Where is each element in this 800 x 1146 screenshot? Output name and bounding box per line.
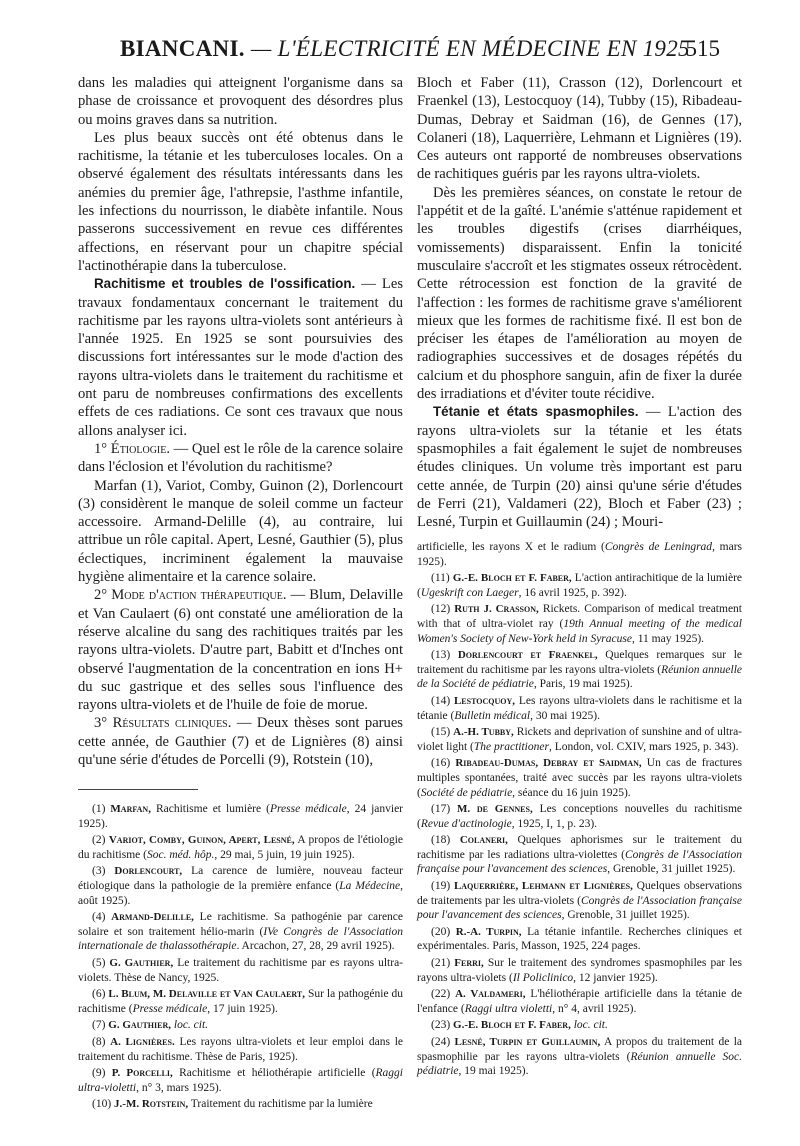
footnote-author: Ferri, bbox=[454, 957, 484, 970]
footnote-source: The practitioner bbox=[473, 740, 549, 753]
footnote-tail: , n° 4, avril 1925). bbox=[552, 1002, 637, 1015]
footnote-continuation bbox=[417, 540, 742, 569]
footnote-number: (1) bbox=[92, 803, 106, 815]
footnote-author: R.-A. Turpin, bbox=[455, 925, 522, 938]
footnote bbox=[417, 879, 742, 923]
footnote-text: La carence de lumière, nouveau facteur étiologique dans la pathologie de la première enfance ( bbox=[78, 865, 403, 892]
left-paragraph-6-text: — Blum, Delaville et Van Caulaert (6) ont constaté une amélioration de la réserve alcaline du sang des rachitiques traités par les rayons ultra-violets. D'autre part, Babitt et d'Inches ont observé l'augmentation de la concentration en ions H+ du suc gastrique et des selles sous l'influence des rayons ultra-violets et de l'huile de foie de morue. bbox=[78, 587, 403, 714]
footnote-cont-tail: , mars 1925). bbox=[417, 541, 743, 568]
footnote-author: M. de Gennes, bbox=[457, 803, 533, 816]
footnote-source: Raggi ultra violetti bbox=[464, 1002, 553, 1015]
footnote-source: 19th Annual meeting of the medical Women's Society of New-York held in Syracuse bbox=[417, 617, 742, 645]
footnote-source: Réunion annuelle de la Société de pédiatrie bbox=[417, 663, 742, 691]
footnote-text: A propos du traitement de la spasmophilie par les rayons ultra-violets ( bbox=[417, 1036, 742, 1063]
footnote bbox=[78, 1035, 403, 1064]
footnote-tail: , 29 mai, 5 juin, 19 juin 1925). bbox=[214, 848, 355, 861]
left-paragraph-1: dans les maladies qui atteignent l'organisme dans sa phase de croissance et provoquent des désordres plus ou moins graves dans sa nutrition. bbox=[78, 75, 403, 128]
footnote bbox=[417, 571, 742, 600]
footnote-text: Les rayons ultra-violets et leur emploi dans le traitement du rachitisme. Thèse de Paris, 1925). bbox=[78, 1035, 403, 1063]
footnote-author: Variot, Comby, Guinon, Apert, Lesné, bbox=[108, 834, 295, 847]
left-paragraph-7-text: — Deux thèses sont parues cette année, de Gauthier (7) et de Lignières (8) ainsi qu'une série d'études de Porcelli (9), Rotstein (10), bbox=[78, 715, 403, 768]
section-heading-rachitisme: Rachitisme et troubles de l'ossification. bbox=[94, 276, 356, 292]
footnote-source: IVe Congrès de l'Association internationale de thalassothérapie bbox=[78, 925, 403, 953]
footnote-text: Le traitement du rachitisme par es rayons ultra-violets. Thèse de Nancy, 1925. bbox=[78, 956, 404, 984]
footnote-author: Marfan, bbox=[110, 803, 151, 815]
footnote-source: Presse médicale bbox=[132, 1002, 208, 1015]
footnote-text: Les rayons ultra-violets dans le rachitisme et la tétanie ( bbox=[417, 694, 742, 722]
footnote-number: (23) bbox=[431, 1019, 451, 1032]
footnote-tail: . Arcachon, 27, 28, 29 avril 1925). bbox=[236, 940, 395, 953]
footnote-author: Dorlencourt et Fraenkel, bbox=[457, 649, 598, 662]
footnote-tail: , Grenoble, 31 juillet 1925). bbox=[561, 909, 690, 922]
footnote-source: Soc. méd. hôp. bbox=[146, 848, 215, 861]
footnote-source: Raggi ultra-violetti bbox=[78, 1067, 404, 1094]
left-paragraph-5: Marfan (1), Variot, Comby, Guinon (2), Dorlencourt (3) considèrent le manque de soleil comme un facteur accessoire. Armand-Delille (4), au contraire, lui attribue un rôle capital. Apert, Lesné, Gauthier (5), plus éclectiques, incriminent également la mauvaise hygiène alimentaire et la carence solaire. bbox=[78, 477, 403, 586]
footnote-author: L. Blum, M. Delaville et Van Caulaert, bbox=[108, 988, 306, 1001]
footnote-source: La Médecine bbox=[339, 879, 401, 892]
footnote-text: Rachitisme et héliothérapie artificielle ( bbox=[172, 1067, 376, 1080]
footnote-number: (15) bbox=[431, 726, 451, 739]
footnote bbox=[78, 987, 403, 1016]
page-number: 515 bbox=[685, 36, 720, 61]
footnote-tail: , 24 janvier 1925). bbox=[78, 803, 403, 830]
footnote-tail: , London, vol. CXIV, mars 1925, p. 343). bbox=[548, 740, 739, 753]
footnote-text: La tétanie infantile. Recherches cliniques et expérimentales. Paris, Masson, 1925, 224 pages. bbox=[417, 925, 742, 953]
footnote-author: Colaneri, bbox=[459, 834, 508, 847]
footnote-text: Un cas de fractures multiples spontanées, traité avec succès par les rayons ultra-violets ( bbox=[417, 757, 742, 799]
footnote bbox=[417, 802, 742, 831]
footnote-number: (21) bbox=[431, 957, 451, 970]
footnote-number: (9) bbox=[92, 1067, 106, 1080]
header-title: — L'ÉLECTRICITÉ EN MÉDECINE EN 1925 bbox=[250, 36, 690, 61]
footnote-text: Quelques observations de traitements par les ultra-violets ( bbox=[417, 880, 743, 907]
footnote bbox=[417, 756, 742, 800]
footnote-author: Lestocquoy, bbox=[453, 694, 516, 707]
footnote-number: (16) bbox=[431, 757, 451, 770]
footnote-number: (22) bbox=[431, 988, 451, 1001]
footnote bbox=[417, 925, 742, 954]
running-header bbox=[120, 36, 720, 76]
footnote-tail: , 16 avril 1925, p. 392). bbox=[518, 586, 627, 599]
footnote-source: Société de pédiatrie bbox=[420, 786, 513, 799]
right-paragraph-3-text: — L'action des rayons ultra-violets sur la tétanie et les états spasmophiles a fait également le sujet de nombreuses études cliniques. Un volume très important est paru cette année, de Turpin (20) ainsi qu'une série d'études de Ferri (21), Valdameri (22), Bloch et Faber (23) ; Lesné, Turpin et Guillaumin (24) ; Mouri- bbox=[417, 404, 742, 531]
footnote-rule-left bbox=[78, 789, 198, 790]
footnote bbox=[417, 648, 742, 692]
footnote-author: Lesné, Turpin et Guillaumin, bbox=[454, 1036, 601, 1048]
footnote-number: (17) bbox=[431, 803, 451, 816]
footnote bbox=[78, 1066, 403, 1095]
footnote-source: Congrès de l'Association française pour l'avancement des sciences bbox=[417, 848, 743, 876]
footnote-author: Armand-Delille, bbox=[111, 911, 194, 924]
footnote-number: (7) bbox=[92, 1019, 106, 1032]
footnote-number: (13) bbox=[431, 649, 451, 662]
footnote-number: (12) bbox=[431, 603, 451, 616]
footnote-author: G. Gauthier, bbox=[109, 956, 174, 969]
footnote-cont-source: Congrès de Leningrad bbox=[604, 541, 713, 553]
footnote-tail: , 11 may 1925). bbox=[631, 632, 705, 645]
footnote-author: A. Lignières. bbox=[110, 1035, 175, 1048]
footnote-source: Revue d'actinologie bbox=[420, 817, 512, 830]
footnote-source: Ugeskrift con Laeger bbox=[420, 586, 519, 599]
footnote-author: A. Valdameri, bbox=[455, 988, 526, 1001]
footnote-tail: , 1925, I, 1, p. 23). bbox=[511, 817, 598, 830]
footnote-author: Ruth J. Crasson, bbox=[454, 603, 539, 616]
footnote-author: Dorlencourt, bbox=[114, 865, 183, 878]
footnote-number: (4) bbox=[92, 911, 106, 924]
footnote-source: Presse médicale bbox=[269, 803, 347, 815]
footnote-source: loc. cit. bbox=[573, 1019, 608, 1032]
footnote-number: (19) bbox=[431, 880, 451, 893]
left-paragraph-6 bbox=[78, 586, 403, 714]
subheading-mode-action: 2° Mode d'action thérapeutique. bbox=[94, 587, 287, 604]
footnote-text: L'héliothérapie artificielle dans la tétanie de l'enfance ( bbox=[417, 988, 742, 1015]
footnote-list-left bbox=[78, 802, 403, 1112]
footnote bbox=[78, 1018, 403, 1033]
footnote-number: (5) bbox=[92, 956, 106, 969]
footnotes-right bbox=[417, 540, 742, 1081]
footnote-source: Bulletin médical bbox=[454, 709, 531, 722]
section-heading-tetanie: Tétanie et états spasmophiles. bbox=[433, 404, 639, 420]
left-paragraph-3 bbox=[78, 275, 403, 440]
footnote-number: (11) bbox=[431, 572, 450, 585]
footnote-tail: , 17 juin 1925). bbox=[207, 1002, 278, 1015]
header-author: BIANCANI. bbox=[120, 36, 245, 61]
footnote bbox=[78, 864, 403, 908]
right-column bbox=[417, 74, 742, 531]
footnote-text: Les conceptions nouvelles du rachitisme ( bbox=[417, 803, 742, 830]
left-paragraph-3-text: — Les travaux fondamentaux concernant le traitement du rachitisme par les rayons ultra-violets sont antérieurs à l'année 1925. En 1925 se sont poursuivies des discussions fort intéressantes sur le mode d'action des rayons ultra-violets dans le traitement du rachitisme et ont paru de nombreuses confirmations des excellents effets de ces radiations. Ce sont ces travaux que nous allons analyser ici. bbox=[78, 276, 403, 439]
footnote-author: Ribadeau-Dumas, Debray et Saidman, bbox=[455, 757, 642, 770]
footnote bbox=[417, 602, 742, 646]
footnote bbox=[417, 725, 742, 754]
footnote-number: (24) bbox=[431, 1036, 451, 1048]
footnote-author: A.-H. Tubby, bbox=[453, 726, 514, 739]
footnote-number: (2) bbox=[92, 834, 106, 847]
footnotes-left bbox=[78, 775, 403, 1114]
footnote-author: Laquerrière, Lehmann et Lignières, bbox=[453, 880, 633, 893]
footnote bbox=[417, 987, 742, 1016]
footnote bbox=[417, 1018, 742, 1033]
footnote-author: J.-M. Rotstein, bbox=[114, 1098, 189, 1111]
footnote-source: Congrès de l'Association française pour l'avancement des sciences bbox=[417, 894, 742, 922]
footnote-text: L'action antirachitique de la lumière ( bbox=[417, 572, 743, 599]
footnote-text: Sur la pathogénie du rachitisme ( bbox=[78, 988, 404, 1015]
footnote-author: G. Gauthier, bbox=[108, 1019, 171, 1032]
footnote bbox=[417, 833, 742, 877]
footnote-text: Rickets. Comparison of medical treatment with that of ultra-violet ray ( bbox=[417, 603, 742, 630]
footnote-number: (3) bbox=[92, 865, 106, 878]
left-paragraph-2: Les plus beaux succès ont été obtenus dans le rachitisme, la tétanie et les tuberculoses locales. On a observé également des résultats intéressants dans les anémies du premier âge, l'athrepsie, l'asthme infantile, les infections du nourrisson, le diabète infantile. Nous passerons successivement en revue ces différentes affections, en réservant pour un chapitre spécial l'actinothérapie dans la tuberculose. bbox=[78, 129, 403, 274]
footnote-text: Traitement du rachitisme par la lumière bbox=[188, 1098, 373, 1111]
footnote bbox=[78, 833, 403, 862]
footnote-number: (18) bbox=[431, 834, 451, 847]
footnote-author: P. Porcelli, bbox=[111, 1067, 173, 1080]
footnote-tail: , Paris, 19 mai 1925). bbox=[533, 678, 633, 691]
footnote bbox=[78, 910, 403, 954]
footnote-author: G.-E. Bloch et F. Faber, bbox=[453, 1019, 571, 1032]
left-paragraph-4 bbox=[78, 440, 403, 477]
footnote-tail: , 12 janvier 1925). bbox=[573, 971, 658, 984]
subheading-etiologie: 1° Étiologie. bbox=[94, 440, 170, 457]
right-paragraph-2: Dès les premières séances, on constate le retour de l'appétit et de la gaîté. L'anémie s'atténue rapidement et les troubles digestifs (crises diarrhéiques, vomissements) disparaissent. Enfin la tonicité musculaire s'accroît et les stigmates osseux rétrocèdent. Cette rétrocession est fonction de la gravité de l'affection : les formes de rachitisme grave s'améliorent mieux que les formes de rachitisme fixé. Il est bon de préciser les étapes de l'amélioration au moyen de radiographies successives et de dosages répétés du calcium et du phosphore sanguin, afin de fixer la durée des irradiations et d'éviter toute récidive. bbox=[417, 184, 742, 403]
footnote-source: Réunion annuelle Soc. pédiatrie bbox=[417, 1050, 742, 1078]
footnote-tail: , n° 3, mars 1925). bbox=[136, 1081, 222, 1094]
footnote-tail: , Grenoble, 31 juillet 1925). bbox=[607, 863, 736, 876]
footnote-text: Quelques remarques sur le traitement du rachitisme par les rayons ultra-violets ( bbox=[417, 649, 742, 676]
footnote bbox=[417, 956, 742, 985]
footnote-text: Sur le traitement des syndromes spasmophiles par les rayons ultra-violets ( bbox=[417, 957, 743, 984]
footnote-list-right bbox=[417, 571, 742, 1079]
running-title bbox=[120, 36, 690, 62]
right-paragraph-1: Bloch et Faber (11), Crasson (12), Dorlencourt et Fraenkel (13), Lestocquoy (14), Tubby (15), Ribadeau-Dumas, Debray et Saidman (16), de Gennes (17), Colaneri (18), Laquerrière, Lehmann et Lignières (19). Ces auteurs ont rapporté de nombreuses observations de rachitiques guéris par les rayons ultra-violets. bbox=[417, 75, 742, 183]
footnote-tail: , août 1925). bbox=[78, 879, 403, 907]
footnote-text: Le rachitisme. Sa pathogénie par carence solaire et son traitement hélio-marin ( bbox=[78, 911, 404, 938]
left-paragraph-4-text: — Quel est le rôle de la carence solaire dans l'éclosion et l'évolution du rachitisme? bbox=[78, 440, 403, 476]
footnote-number: (20) bbox=[431, 925, 451, 938]
footnote-source: loc. cit. bbox=[173, 1019, 209, 1032]
footnote-number: (8) bbox=[92, 1035, 106, 1048]
footnote bbox=[78, 802, 403, 831]
footnote bbox=[78, 1097, 403, 1112]
left-paragraph-7 bbox=[78, 714, 403, 769]
footnote-author: G.-E. Bloch et F. Faber, bbox=[452, 572, 572, 585]
footnote-number: (6) bbox=[92, 988, 106, 1001]
footnote-text: A propos de l'étiologie du rachitisme ( bbox=[78, 834, 403, 861]
footnote-number: (14) bbox=[431, 694, 451, 707]
footnote-cont-text: artificielle, les rayons X et le radium ( bbox=[417, 541, 605, 553]
footnote-text: Rickets and deprivation of sunshine and of ultra-violet light ( bbox=[417, 726, 743, 753]
footnote bbox=[417, 694, 742, 723]
footnote-text: Quelques aphorismes sur le traitement du rachitisme par les radiations ultra-violettes ( bbox=[417, 834, 742, 861]
footnote bbox=[78, 956, 403, 985]
footnote-tail: , 19 mai 1925). bbox=[458, 1065, 529, 1078]
footnote-source: Il Policlinico bbox=[512, 971, 574, 984]
left-column bbox=[78, 74, 403, 769]
right-paragraph-3 bbox=[417, 403, 742, 531]
footnote bbox=[417, 1035, 742, 1079]
footnote-tail: , 30 mai 1925). bbox=[530, 709, 601, 722]
subheading-resultats: 3° Résultats cliniques. bbox=[94, 715, 232, 732]
footnote-tail: , séance du 16 juin 1925). bbox=[512, 786, 631, 799]
footnote-number: (10) bbox=[92, 1098, 112, 1111]
footnote-text: Rachitisme et lumière ( bbox=[150, 803, 270, 815]
